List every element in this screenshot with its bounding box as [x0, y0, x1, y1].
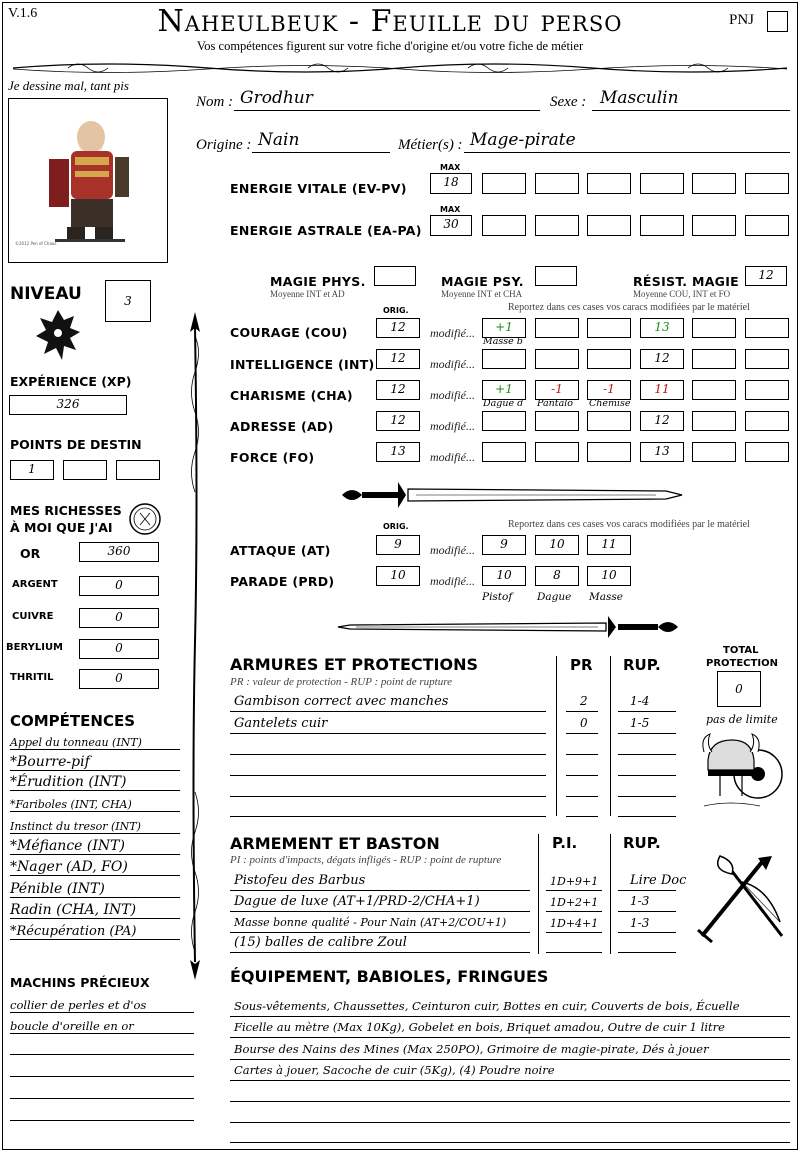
armures-label: ARMURES ET PROTECTIONS — [230, 655, 478, 674]
cha-modifie-label: modifié... — [430, 388, 475, 402]
armement-col-divider-1 — [538, 834, 539, 954]
at-modifie-label: modifié... — [430, 543, 475, 557]
competence-item[interactable]: *Récupération (PA) — [10, 924, 180, 940]
int-modifie-label: modifié... — [430, 357, 475, 371]
arme-line — [546, 952, 602, 953]
armure-line — [566, 754, 598, 755]
fo-box-6[interactable] — [745, 442, 789, 462]
prd-modifie-label: modifié... — [430, 574, 475, 588]
sword-divider-top — [336, 478, 684, 512]
at-box-2[interactable]: 10 — [535, 535, 579, 555]
resist-magie-label: RÉSIST. MAGIE — [633, 274, 740, 289]
header-flourish — [8, 56, 792, 80]
cha-label: CHARISME (CHA) — [230, 388, 353, 403]
ea-box-5[interactable] — [692, 215, 736, 236]
arme-pi[interactable]: 1D+9+1 — [550, 875, 599, 888]
equipement-rule — [230, 1080, 790, 1081]
equipement-line[interactable]: Ficelle au mètre (Max 10Kg), Gobelet en bois, Briquet amadou, Outre de cuir 1 litre — [234, 1020, 725, 1034]
total-protection-box[interactable]: 0 — [717, 671, 761, 707]
machin-empty-line — [10, 1120, 194, 1121]
armure-line — [230, 775, 546, 776]
cha-mod-box-2[interactable]: -1 — [535, 380, 579, 400]
ea-box-3[interactable] — [587, 215, 631, 236]
armure-line — [230, 816, 546, 817]
arme-line — [618, 911, 676, 912]
weapon-col-2: Dague — [537, 591, 572, 603]
equipement-rule — [230, 1037, 790, 1038]
cou-box-6[interactable] — [745, 318, 789, 338]
ev-max-box[interactable]: 18 — [430, 173, 472, 194]
nom-line — [234, 110, 540, 111]
thritil-label: THRITIL — [10, 672, 54, 683]
metier-line — [464, 152, 790, 153]
combat-orig-label: ORIG. — [383, 522, 409, 531]
ev-box-1[interactable] — [482, 173, 526, 194]
cou-mod-box-3[interactable] — [587, 318, 631, 338]
ev-label: ENERGIE VITALE (EV-PV) — [230, 181, 407, 196]
armures-col-divider-2 — [610, 656, 611, 816]
magie-psy-box[interactable] — [535, 266, 577, 286]
competences-label: COMPÉTENCES — [10, 712, 136, 730]
ad-box-6[interactable] — [745, 411, 789, 431]
ad-box-5[interactable] — [692, 411, 736, 431]
cou-total-box[interactable]: 13 — [640, 318, 684, 338]
cou-modifie-label: modifié... — [430, 326, 475, 340]
thritil-box[interactable]: 0 — [79, 669, 159, 689]
arme-line — [230, 952, 530, 953]
cha-mod-source-2: Pantalo — [537, 398, 573, 409]
machin-item[interactable]: boucle d'oreille en or — [10, 1019, 194, 1034]
sexe-label: Sexe : — [550, 94, 587, 110]
cha-mod-source-3: Chemise — [589, 398, 631, 409]
magie-psy-note: Moyenne INT et CHA — [441, 289, 523, 299]
armement-col-divider-2 — [610, 834, 611, 954]
int-total-box[interactable]: 12 — [640, 349, 684, 369]
weapon-col-3: Masse — [589, 591, 624, 603]
competence-item[interactable]: *Fariboles (INT, CHA) — [10, 798, 180, 812]
resist-magie-note: Moyenne COU, INT et FO — [633, 289, 731, 299]
sexe-value[interactable]: Masculin — [600, 88, 679, 108]
machins-label: MACHINS PRÉCIEUX — [10, 975, 150, 990]
weapon-col-1: Pistof — [482, 591, 513, 603]
sheet-title: Naheulbeuk - Feuille du perso — [157, 4, 623, 39]
armure-line — [566, 775, 598, 776]
fo-mod-box-1[interactable] — [482, 442, 526, 462]
competence-item[interactable]: Radin (CHA, INT) — [10, 902, 180, 919]
berylium-label: BERYLIUM — [6, 642, 64, 653]
combat-note: Reportez dans ces cases vos caracs modifiées par le matériel — [508, 519, 750, 530]
equipement-rule — [230, 1059, 790, 1060]
ev-box-3[interactable] — [587, 173, 631, 194]
prd-label: PARADE (PRD) — [230, 574, 335, 589]
niveau-label: NIVEAU — [10, 284, 82, 304]
cha-mod-box-3[interactable]: -1 — [587, 380, 631, 400]
crossed-weapons-icon — [692, 852, 792, 944]
origine-line — [252, 152, 390, 153]
cha-total-box[interactable]: 11 — [640, 380, 684, 400]
stats-note: Reportez dans ces cases vos caracs modifiées par le matériel — [508, 302, 750, 313]
equipement-line[interactable]: Cartes à jouer, Sacoche de cuir (5Kg), (4) Poudre noire — [234, 1063, 555, 1077]
sheet-subtitle: Vos compétences figurent sur votre fiche d'origine et/ou votre fiche de métier — [196, 39, 584, 53]
cha-mod-box-1[interactable]: +1 — [482, 380, 526, 400]
at-orig-box[interactable]: 9 — [376, 535, 420, 555]
magie-phys-box[interactable] — [374, 266, 416, 286]
armement-rup-header: RUP. — [623, 834, 661, 852]
ea-max-box[interactable]: 30 — [430, 215, 472, 236]
competence-item[interactable]: *Méfiance (INT) — [10, 838, 180, 855]
prd-box-1[interactable]: 10 — [482, 566, 526, 586]
portrait-caption: Je dessine mal, tant pis — [8, 78, 129, 93]
arme-line — [230, 911, 530, 912]
richesses-label-1: MES RICHESSES — [10, 503, 122, 518]
ad-orig-box[interactable]: 12 — [376, 411, 420, 431]
armure-line — [230, 733, 546, 734]
armure-rup[interactable]: 1-4 — [630, 694, 650, 708]
equipement-line[interactable]: Sous-vêtements, Chaussettes, Ceinturon cuir, Bottes en cuir, Couverts de bois, Écuelle — [234, 999, 740, 1013]
int-box-6[interactable] — [745, 349, 789, 369]
armure-line — [566, 711, 598, 712]
ev-box-4[interactable] — [640, 173, 684, 194]
machin-empty-line — [10, 1098, 194, 1099]
prd-orig-box[interactable]: 10 — [376, 566, 420, 586]
cou-orig-box[interactable]: 12 — [376, 318, 420, 338]
equipement-line[interactable]: Bourse des Nains des Mines (Max 250PO), Grimoire de magie-pirate, Dés à jouer — [234, 1042, 709, 1056]
ad-total-box[interactable]: 12 — [640, 411, 684, 431]
ad-mod-box-3[interactable] — [587, 411, 631, 431]
ev-max-label: MAX — [440, 163, 461, 172]
equipement-rule — [230, 1016, 790, 1017]
destin-box-2[interactable] — [63, 460, 107, 480]
nom-label: Nom : — [196, 94, 234, 110]
arme-name[interactable]: Pistofeu des Barbus — [234, 873, 366, 888]
int-label: INTELLIGENCE (INT) — [230, 357, 375, 372]
arme-line — [546, 890, 602, 891]
cou-mod-source-1: Masse b — [483, 336, 523, 347]
competence-item[interactable]: Instinct du tresor (INT) — [10, 820, 180, 834]
int-box-5[interactable] — [692, 349, 736, 369]
ad-modifie-label: modifié... — [430, 419, 475, 433]
ad-mod-box-2[interactable] — [535, 411, 579, 431]
arme-rup[interactable]: 1-3 — [630, 916, 650, 930]
competence-item[interactable]: Appel du tonneau (INT) — [10, 736, 180, 750]
ea-max-label: MAX — [440, 205, 461, 214]
equipement-label: ÉQUIPEMENT, BABIOLES, FRINGUES — [230, 967, 549, 986]
arme-line — [230, 932, 530, 933]
origine-value[interactable]: Nain — [258, 130, 300, 150]
prd-box-3[interactable]: 10 — [587, 566, 631, 586]
ea-box-4[interactable] — [640, 215, 684, 236]
arme-line — [546, 932, 602, 933]
armure-name[interactable]: Gambison correct avec manches — [234, 694, 449, 709]
at-box-3[interactable]: 11 — [587, 535, 631, 555]
competence-item[interactable]: *Bourre-pif — [10, 754, 180, 771]
argent-label: ARGENT — [12, 579, 58, 590]
destin-box-3[interactable] — [116, 460, 160, 480]
armure-line — [618, 711, 676, 712]
armure-pr[interactable]: 0 — [580, 716, 588, 730]
arme-line — [230, 890, 530, 891]
armures-rup-header: RUP. — [623, 656, 661, 674]
armure-line — [230, 711, 546, 712]
armure-name[interactable]: Gantelets cuir — [234, 716, 328, 731]
cou-box-5[interactable] — [692, 318, 736, 338]
magie-psy-label: MAGIE PSY. — [441, 274, 524, 289]
machin-empty-line — [10, 1054, 194, 1055]
xp-label: EXPÉRIENCE (XP) — [10, 374, 132, 389]
arme-line — [618, 890, 676, 891]
arme-rup[interactable]: Lire Doc — [630, 873, 687, 888]
armure-line — [618, 816, 676, 817]
competence-item[interactable]: *Nager (AD, FO) — [10, 859, 180, 876]
competence-item[interactable]: *Érudition (INT) — [10, 774, 180, 791]
cuivre-label: CUIVRE — [12, 611, 54, 622]
metier-value[interactable]: Mage-pirate — [470, 130, 576, 150]
arme-line — [618, 952, 676, 953]
total-protection-label-1: TOTAL — [723, 645, 759, 656]
stats-orig-label: ORIG. — [383, 306, 409, 315]
argent-box[interactable]: 0 — [79, 576, 159, 596]
pas-de-limite-label: pas de limite — [706, 713, 778, 726]
arme-name[interactable]: Dague de luxe (AT+1/PRD-2/CHA+1) — [234, 894, 480, 909]
destin-label: POINTS DE DESTIN — [10, 437, 142, 452]
arme-name[interactable]: (15) balles de calibre Zoul — [234, 935, 407, 950]
berylium-box[interactable]: 0 — [79, 639, 159, 659]
equipement-rule — [230, 1101, 790, 1102]
machin-empty-line — [10, 1076, 194, 1077]
arme-name[interactable]: Masse bonne qualité - Pour Nain (AT+2/COU+1) — [234, 916, 507, 929]
cha-box-5[interactable] — [692, 380, 736, 400]
sexe-line — [592, 110, 790, 111]
competence-item[interactable]: Pénible (INT) — [10, 881, 180, 898]
armure-line — [566, 796, 598, 797]
cha-orig-box[interactable]: 12 — [376, 380, 420, 400]
armure-line — [618, 754, 676, 755]
cha-mod-source-1: Dague d — [483, 398, 524, 409]
armure-rup[interactable]: 1-5 — [630, 716, 650, 730]
ea-box-6[interactable] — [745, 215, 789, 236]
richesses-label-2: À MOI QUE J'AI — [10, 520, 113, 535]
fo-modifie-label: modifié... — [430, 450, 475, 464]
armement-sub: PI : points d'impacts, dégats infligés - RUP : point de rupture — [230, 854, 502, 866]
armure-line — [566, 816, 598, 817]
cuivre-box[interactable]: 0 — [79, 608, 159, 628]
fo-mod-box-3[interactable] — [587, 442, 631, 462]
nom-value[interactable]: Grodhur — [240, 88, 313, 108]
armement-label: ARMEMENT ET BASTON — [230, 834, 440, 853]
fo-box-5[interactable] — [692, 442, 736, 462]
resist-magie-box[interactable]: 12 — [745, 266, 787, 286]
fo-mod-box-2[interactable] — [535, 442, 579, 462]
cou-mod-box-2[interactable] — [535, 318, 579, 338]
armement-pi-header: P.I. — [552, 834, 578, 852]
arme-pi[interactable]: 1D+4+1 — [550, 917, 599, 930]
machin-item[interactable]: collier de perles et d'os — [10, 998, 194, 1013]
armure-line — [230, 754, 546, 755]
sword-divider-bottom — [336, 612, 684, 642]
ea-box-1[interactable] — [482, 215, 526, 236]
at-label: ATTAQUE (AT) — [230, 543, 331, 558]
arme-rup[interactable]: 1-3 — [630, 894, 650, 908]
portrait-copyright: ©2012 Pen of Chaos — [15, 241, 57, 246]
int-mod-box-2[interactable] — [535, 349, 579, 369]
armures-pr-header: PR — [570, 656, 593, 674]
magie-phys-label: MAGIE PHYS. — [270, 274, 366, 289]
total-protection-label-2: PROTECTION — [706, 658, 778, 669]
armure-line — [566, 733, 598, 734]
ev-box-2[interactable] — [535, 173, 579, 194]
ev-box-5[interactable] — [692, 173, 736, 194]
metier-label: Métier(s) : — [398, 137, 463, 153]
ea-box-2[interactable] — [535, 215, 579, 236]
cou-mod-box-1[interactable]: +1 — [482, 318, 526, 338]
armure-pr[interactable]: 2 — [580, 694, 588, 708]
helmet-shield-icon — [700, 730, 786, 812]
int-mod-box-1[interactable] — [482, 349, 526, 369]
armures-col-divider-1 — [556, 656, 557, 816]
cha-box-6[interactable] — [745, 380, 789, 400]
ea-label: ENERGIE ASTRALE (EA-PA) — [230, 223, 422, 238]
origine-label: Origine : — [196, 137, 252, 153]
equipement-rule — [230, 1142, 790, 1143]
arme-line — [618, 932, 676, 933]
int-orig-box[interactable]: 12 — [376, 349, 420, 369]
at-box-1[interactable]: 9 — [482, 535, 526, 555]
portrait-frame — [8, 98, 168, 263]
ev-box-6[interactable] — [745, 173, 789, 194]
prd-box-2[interactable]: 8 — [535, 566, 579, 586]
arme-line — [546, 911, 602, 912]
niveau-box[interactable]: 3 — [105, 280, 151, 322]
fo-total-box[interactable]: 13 — [640, 442, 684, 462]
version-label: V.1.6 — [8, 6, 38, 21]
spear-divider — [184, 312, 206, 980]
pnj-checkbox[interactable] — [767, 11, 788, 32]
armure-line — [618, 733, 676, 734]
ad-label: ADRESSE (AD) — [230, 419, 334, 434]
ad-mod-box-1[interactable] — [482, 411, 526, 431]
cou-label: COURAGE (COU) — [230, 325, 348, 340]
arme-pi[interactable]: 1D+2+1 — [550, 896, 599, 909]
coin-icon — [128, 502, 162, 536]
equipement-rule — [230, 1122, 790, 1123]
int-mod-box-3[interactable] — [587, 349, 631, 369]
fo-orig-box[interactable]: 13 — [376, 442, 420, 462]
pnj-label: PNJ — [729, 12, 755, 28]
armure-line — [230, 796, 546, 797]
dwarf-portrait-image — [9, 99, 167, 262]
xp-box[interactable]: 326 — [9, 395, 127, 415]
armure-line — [618, 775, 676, 776]
fo-label: FORCE (FO) — [230, 450, 315, 465]
destin-box-1[interactable]: 1 — [10, 460, 54, 480]
magie-phys-note: Moyenne INT et AD — [270, 289, 345, 299]
armure-line — [618, 796, 676, 797]
or-label: OR — [20, 546, 41, 561]
armures-sub: PR : valeur de protection - RUP : point de rupture — [230, 676, 452, 688]
or-box[interactable]: 360 — [79, 542, 159, 562]
dragon-icon — [34, 306, 82, 364]
